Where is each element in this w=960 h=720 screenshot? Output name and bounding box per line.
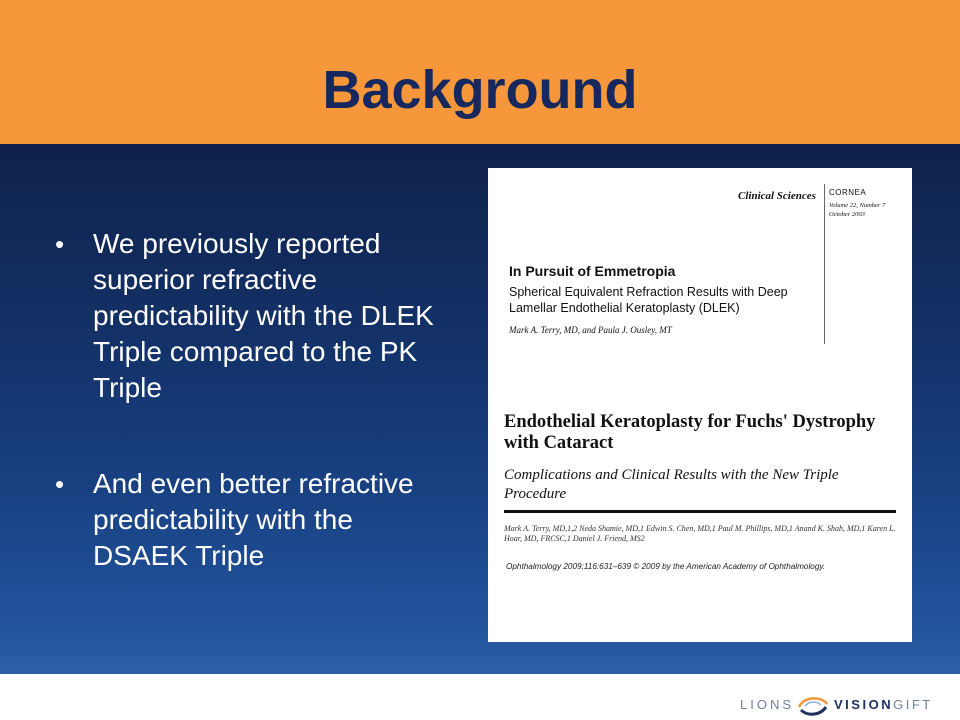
bullet-dot-icon: • xyxy=(55,229,65,259)
paper-excerpt-image xyxy=(488,168,912,642)
article2-citation: Ophthalmology 2009;116:631–639 © 2009 by the American Academy of Ophthalmology. xyxy=(506,562,826,571)
eye-swoosh-icon xyxy=(796,692,830,716)
article1-subtitle: Spherical Equivalent Refraction Results with Deep Lamellar Endothelial Keratoplasty (DLEK) xyxy=(509,285,788,315)
paper-volume: Volume 22, Number 7 October 2003 xyxy=(829,202,886,218)
article2-rule xyxy=(504,510,896,513)
bullet-text: We previously reported superior refractive predictability with the DLEK Triple compared to the PK Triple xyxy=(93,228,434,403)
article1-authors: Mark A. Terry, MD, and Paula J. Ousley, MT xyxy=(509,325,672,335)
slide-title: Background xyxy=(322,60,638,120)
paper-journal-name: CORNEA xyxy=(829,188,867,197)
article2-authors: Mark A. Terry, MD,1,2 Neda Shamie, MD,1 Edwin S. Chen, MD,1 Paul M. Phillips, MD,1 Anand K. Shah, MD,1 Karen L. Hoar, MD, FRCSC,1 Daniel J. Friend, MS2 xyxy=(504,524,896,543)
logo-text-gift: GIFT xyxy=(893,696,933,712)
article1-title: In Pursuit of Emmetropia xyxy=(509,263,676,279)
bullet-text: And even better refractive predictability with the DSAEK Triple xyxy=(93,468,414,571)
bullet-dot-icon: • xyxy=(55,469,65,499)
bullet-list xyxy=(55,226,455,634)
article2-subtitle: Complications and Clinical Results with the New Triple Procedure xyxy=(504,467,839,502)
logo-text-lions: LIONS xyxy=(740,696,795,712)
lions-visiongift-logo xyxy=(740,692,933,716)
article2-title: Endothelial Keratoplasty for Fuchs' Dystrophy with Cataract xyxy=(504,412,876,453)
bullet-item xyxy=(55,226,455,406)
logo-text-vision: VISION xyxy=(834,696,894,712)
paper-divider xyxy=(824,184,825,344)
paper-section-label: Clinical Sciences xyxy=(738,190,816,202)
bullet-item xyxy=(55,466,455,574)
